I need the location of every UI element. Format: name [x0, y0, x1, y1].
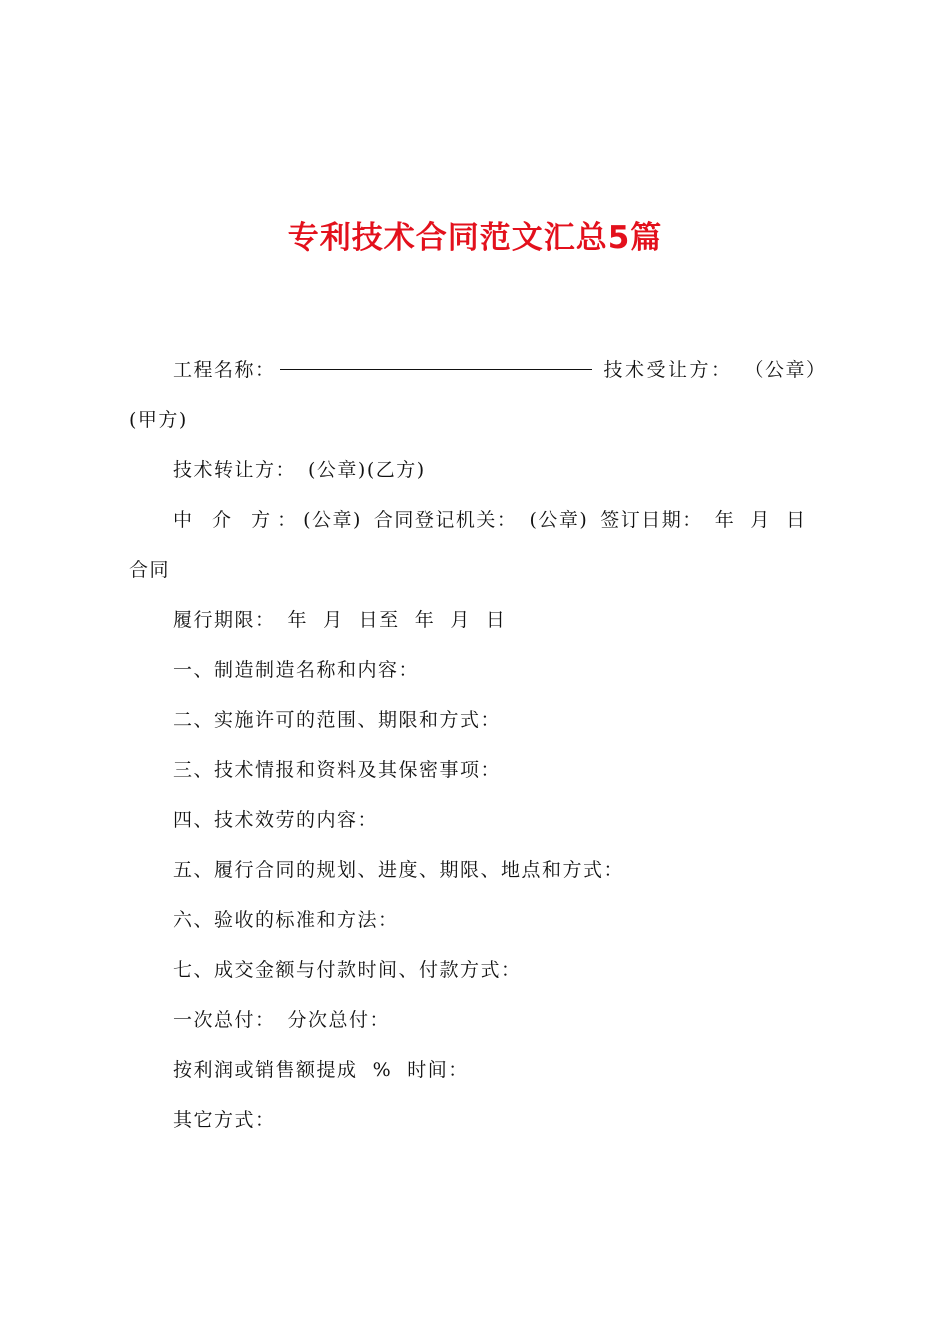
term-line	[129, 595, 833, 645]
payment-installments: 分次总付：	[287, 1009, 391, 1031]
transferor-label: 技术转让方：	[173, 459, 297, 481]
contract-body	[129, 345, 833, 1145]
payment-other: 其它方式：	[173, 1109, 276, 1131]
clause-4: 四、技术效劳的内容：	[173, 809, 379, 831]
document-title: 专利技术合同范文汇总5篇	[287, 220, 663, 256]
payment-lump-line	[129, 995, 833, 1045]
clause-1: 一、制造制造名称和内容：	[173, 659, 420, 681]
payment-royalty: 按利润或销售额提成 % 时间：	[173, 1059, 469, 1081]
agent-line	[129, 495, 833, 545]
project-name-blank	[280, 368, 592, 370]
transferee-label: 技术受让方：	[603, 359, 733, 381]
project-name-label: 工程名称：	[173, 359, 276, 381]
transferee-party-line	[129, 395, 833, 445]
term-value: 年 月 日至 年 月 日	[287, 609, 507, 631]
sign-date-label: 签订日期：	[600, 509, 703, 531]
transferor-seal: (公章)	[308, 459, 367, 481]
transferee-seal: （公章）	[744, 359, 827, 381]
agent-label: 中 介 方：	[173, 509, 304, 531]
clause-2: 二、实施许可的范围、期限和方式：	[173, 709, 502, 731]
clause-3: 三、技术情报和资料及其保密事项：	[173, 759, 502, 781]
transferor-party: (乙方)	[366, 459, 426, 481]
transferee-party: (甲方)	[129, 409, 188, 431]
agent-seal: (公章)	[303, 509, 362, 531]
contract-word-line	[129, 545, 833, 595]
sign-date-value: 年 月 日	[714, 509, 807, 531]
contract-word: 合同	[129, 559, 171, 581]
clause-7: 七、成交金额与付款时间、付款方式：	[173, 959, 522, 981]
clause-6: 六、验收的标准和方法：	[173, 909, 399, 931]
registry-seal: (公章)	[529, 509, 589, 531]
clause-5: 五、履行合同的规划、进度、期限、地点和方式：	[173, 859, 625, 881]
term-label: 履行期限：	[173, 609, 276, 631]
transferor-line	[129, 445, 833, 495]
registry-label: 合同登记机关：	[373, 509, 518, 531]
project-line	[129, 345, 833, 395]
payment-lump-sum: 一次总付：	[173, 1009, 276, 1031]
